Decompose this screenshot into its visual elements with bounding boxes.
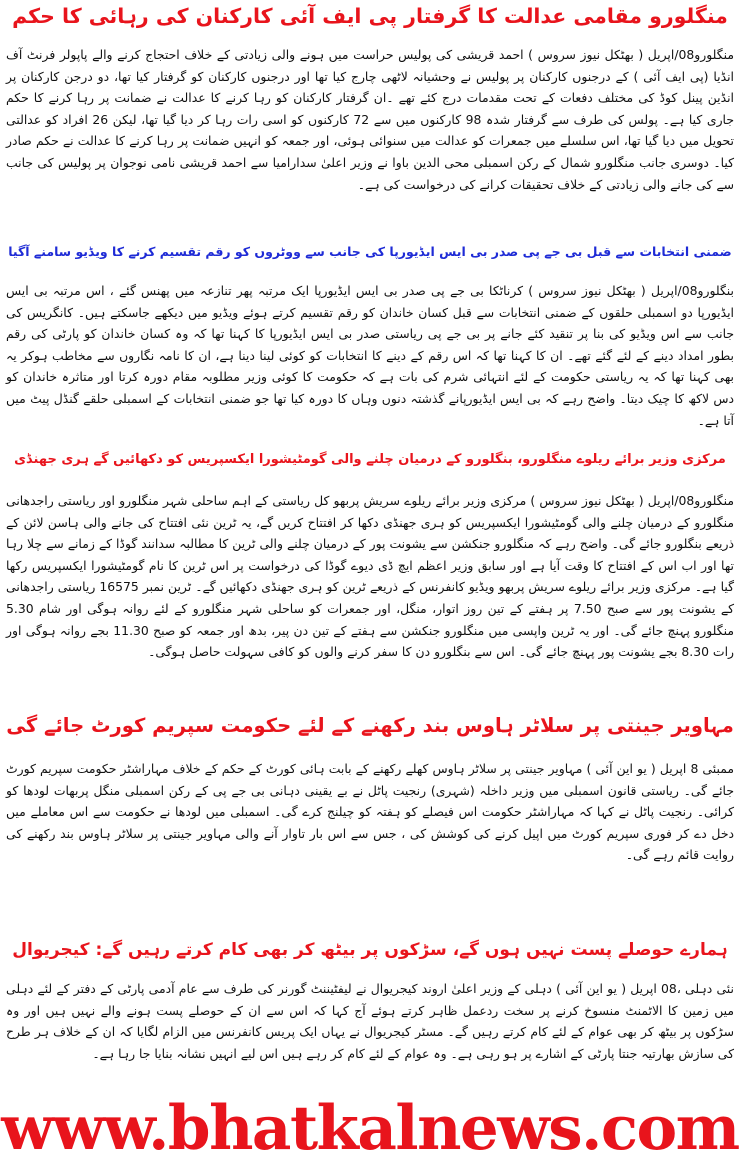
headline-gomateshwara-express: مرکزی وزیر برائے ریلوے منگلورو، بنگلورو کے درمیان چلنے والی گومٹیشورا ایکسپریس کو دکھائیں گے ہری جھنڈی [14, 452, 726, 467]
headline-yeddyurappa-video: ضمنی انتخابات سے قبل بی جے پی صدر بی ایس ایڈیورپا کی جانب سے ووٹروں کو رقم تقسیم کرنے کا ویڈیو سامنے آگیا [8, 244, 732, 259]
article-body-yeddyurappa-video: بنگلورو08/اپریل ( بھٹکل نیوز سروس ) کرناٹکا بی جے پی صدر بی ایس ایڈیورپا ایک مرتبہ پھر تنازعہ میں پھنس گئے ، اس مرتبہ بی ایس ایڈیورپا دو اسمبلی حلقوں کے ضمنی انتخابات سے قبل کسان خاندان کو رقم تقسیم کرتے ہوئے ویڈیو میں دیکھے جاسکتے ہیں۔ کانگریس کی جانب سے اس ویڈیو کی بنا پر تنقید کئے جانے پر بی جے پی ریاستی صدر بی ایس ایڈیورپا کا کہنا تھا کہ وہ کسان خاندان کو پارٹی کی رقم بطور امداد دینے کے لئے گئے تھے۔ ان کا کہنا تھا کہ اس رقم کے دینے کا انتخابات کو کوئی لینا دینا ہے، ان کا نامہ نگاروں سے مخاطب ہوکر یہ بھی کہنا تھا کہ یہ ریاستی حکومت کے لئے انتہائی شرم کی بات ہے کہ حکومت کا کوئی وزیر مطلوبہ مقام دورہ کرتا اور متاثرہ خاندان کو دس لاکھ کا چیک دیتا۔ واضح رہے کہ بی ایس ایڈیورپانے گذشتہ دنوں وہاں کا دورہ کیا تھا جو ضمنی انتخابات کے اسمبلی حلقے گنڈل پیٹ میں آتا ہے۔ [6, 283, 734, 428]
site-url-footer: www.bhatkalnews.com [1, 1096, 739, 1162]
article-pfi-release [6, 0, 734, 234]
article-body-slaughter-house: ممبئی 8 اپریل ( یو این آئی ) مہاویر جینتی پر سلاٹر ہاوس کھلے رکھنے کے بابت ہائی کورٹ کے حکم کے خلاف مہاراشٹر حکومت سپریم کورٹ جائے گی۔ ریاستی قانون اسمبلی میں وزیر داخلہ (شہری) رنجیت پاٹل نے بے یقینی دہانی بی جے پی کے رکن اسمبلی منگل پربھات لودھا کو کرائی۔ رنجیت پاٹل نے کہا کہ مہاراشٹر حکومت اس فیصلے کو ہفتہ کو چیلنج کرے گی۔ اسمبلی میں لودھا نے حکومت سے اس معاملے میں دخل دے کر فوری سپریم کورٹ میں اپیل کرنے کی کوشش کی ، جس سے اس بار تاوار آنے والی مہاویر جینتی پر سلاٹر ہاوس بند رکھنے کی روایت قائم رہے گی۔ [6, 761, 734, 863]
headline-slaughter-house: مہاویر جینتی پر سلاٹر ہاوس بند رکھنے کے لئے حکومت سپریم کورٹ جائے گی [6, 714, 734, 737]
article-body-kejriwal: نئی دہلی ،08 اپریل ( یو این آئی ) دہلی کے وزیر اعلیٰ اروند کیجریوال نے لیفٹیننٹ گورنر کی طرف سے عام آدمی پارٹی کے دفتر کے لئے دہلی میں زمین کا الاٹمنٹ منسوخ کرنے پر سخت ردعمل ظاہر کرتے ہوئے آج کہا کہ اس سے ان کے حوصلے پست ہونے والے نہیں ہیں اور وہ سڑکوں پر بیٹھ کر بھی عوام کے لئے کام کرتے رہیں گے۔ مسٹر کیجریوال نے یہاں ایک پریس کانفرنس میں الزام لگایا کہ ان کے خلاف ہر طرح کی سازش بھارتیہ جنتا پارٹی کے اشارے پر ہو رہی ہے۔ وہ عوام کے لئے کام کر رہے ہیں اس لیے انہیں نشانہ بنایا جا رہا ہے۔ [6, 981, 734, 1061]
article-gomateshwara-express [6, 440, 734, 700]
headline-pfi-release: منگلورو مقامی عدالت کا گرفتار پی ایف آئی کارکنان کی رہائی کا حکم [12, 4, 728, 28]
article-slaughter-house [6, 700, 734, 928]
article-yeddyurappa-video [6, 234, 734, 440]
article-kejriwal [6, 928, 734, 1102]
article-body-gomateshwara-express: منگلورو08/اپریل ( بھٹکل نیوز سروس ) مرکزی وزیر برائے ریلوے سریش پربھو کل ریاستی کے اہم ساحلی شہر منگلورو اور ریاستی راجدھانی منگلورو کے درمیان چلنے والی گومٹیشورا ایکسپریس کو ہری جھنڈی دکھا کر افتتاح کریں گے، یہ ٹرین نئی افتتاح کی جانے والی ہاسن لائن کے ذریعے بنگلورو جائے گی۔ واضح رہے کہ منگلورو جنکشن سے یشونت پور کے درمیان چلنے والی ٹرین کا مطالبہ سدانند گوڈا کے زمانے سے چلا رہا تھا اور اب اس کے افتتاح کا وقت آیا ہے اور سابق وزیر اعظم ایچ ڈی دیوے گوڈا کی درخواست پر اس ٹرین کا نام گومٹیشورا ایکسپریس رکھا گیا ہے۔ مرکزی وزیر برائے ریلوے سریش پربھو ویڈیو کانفرنس کے ذریعے ٹرین کو ہری جھنڈی دکھائیں گے۔ ٹرین نمبر 16575 ریاستی راجدھانی کے یشونت پور سے صبح 7.50 پر ہفتے کے تین روز اتوار، منگل، اور جمعرات کو ساحلی شہر منگلورو کے لئے روانہ ہوگی اور شام 5.30 منگلورو پہنچ جائے گی۔ اور یہ ٹرین واپسی میں منگلورو جنکشن سے ہفتے کے تین دن پیر، بدھ اور جمعہ کو صبح 11.30 بجے روانہ ہوگی اور رات 8.30 بجے یشونت پور پہنچ جائے گی۔ اس سے بنگلورو دن کا سفر کرنے والوں کو کافی سہولت حاصل ہوگی۔ [6, 493, 734, 660]
article-body-pfi-release: منگلورو08/اپریل ( بھٹکل نیوز سروس ) احمد قریشی کی پولیس حراست میں ہونے والی زیادتی کے خلاف احتجاج کرنے والے پاپولر فرنٹ آف انڈیا (پی ایف آئی ) کے درجنوں کارکنان پر پولیس نے وحشیانہ لاٹھی چارج کیا تھا اور درجنوں کارکنان کو گرفتار کیا تھا، دو درجن کارکنان پر انڈین پینل کوڈ کی مختلف دفعات کے تحت مقدمات درج کئے تھے ۔ان گرفتار کارکنان کو رہا کرنے کا عدالت نے ضمانت پر رہا کرنے کا حکم جاری کیا ہے۔ پولس کی طرف سے گرفتار شدہ 98 کارکنوں میں سے 72 کارکنوں کو اسی رات رہا کر دیا گیا تھا، لیکن 26 افراد کو عدالتی تحویل میں دیا گیا تھا، اس سلسلے میں جمعرات کو عدالت میں سنوائی ہوئی، اور جمعہ کو انہیں ضمانت پر رہا کرنے کا عدالت نے حکم صادر کیا۔ دوسری جانب منگلورو شمال کے رکن اسمبلی محی الدین باوا نے وزیر اعلیٰ سدارامیا سے احمد قریشی نامی نوجوان پر پولیس کی جانب سے کی جانے والی زیادتی کے خلاف تحقیقات کرانے کی درخواست کی ہے۔ [6, 47, 734, 192]
headline-kejriwal: ہمارے حوصلے پست نہیں ہوں گے، سڑکوں پر بیٹھ کر بھی کام کرتے رہیں گے: کیجریوال [12, 940, 728, 960]
